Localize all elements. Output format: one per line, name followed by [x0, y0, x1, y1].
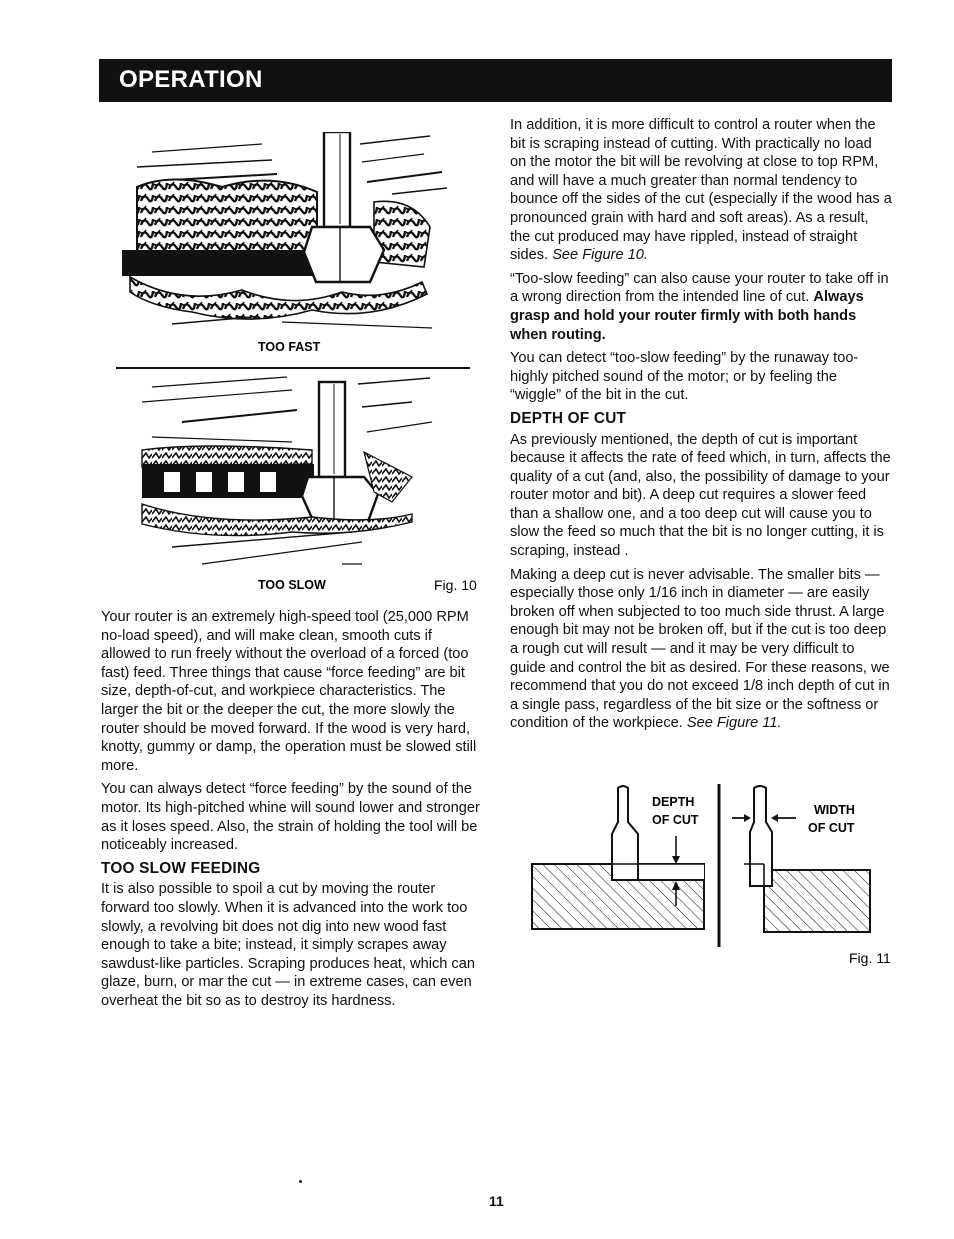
width-label-line2: OF CUT	[808, 821, 855, 835]
printing-mark	[299, 1180, 302, 1183]
figure-11	[528, 782, 898, 972]
section-header-bar	[99, 59, 892, 102]
paragraph: You can detect “too-slow feeding” by the runaway too-highly pitched sound of the motor; or by feeling the “wiggle” of the bit in the cut.	[510, 350, 859, 404]
paragraph: Making a deep cut is never advisable. The smaller bits —especially those only 1/16 inch in diameter — are easily broken off when subjected to too much side thrust. A large enough bit may not be broken off, but if the cut is too deep a rough cut will result — and it may be very difficult to guide and control the bit as desired. For these reasons, we recommend that you do not exceed 1/8 inch depth of cut in a single pass, regardless of the bit size or the softness or condition of the workpiece. See Figure 11.	[510, 566, 890, 732]
width-of-cut-diagram	[732, 786, 870, 932]
too-fast-illustration	[122, 132, 447, 328]
fig10-label: Fig. 10	[434, 577, 477, 593]
fig10-caption-too-slow: TOO SLOW	[258, 578, 326, 592]
paragraph: As previously mentioned, the depth of cut is important because it affects the rate of feed which, in turn, affects the quality of a cut (and, also, the possibility of damage to your router motor and bit). A deep cut requires a slower feed than a shallow one, and a too deep cut will cause you to slow the feed so much that the bit is no longer cutting, it is scraping, instead .	[510, 431, 891, 560]
figure-reference: See Figure 11.	[686, 715, 782, 732]
section-title: OPERATION	[119, 66, 263, 93]
figure-reference: See Figure 10.	[552, 247, 648, 264]
section-heading-depth-of-cut: DEPTH OF CUT	[510, 409, 627, 427]
width-label-line1: WIDTH	[814, 803, 855, 817]
fig11-label: Fig. 11	[849, 950, 891, 966]
warning-text: Always grasp and hold your router firmly with both hands when routing.	[510, 289, 864, 343]
paragraph: You can always detect “force feeding” by the sound of the motor. Its high-pitched whine will sound lower and stronger as it loses speed. Also, the strain of holding the tool will be noticeably increased.	[101, 781, 480, 854]
section-heading-too-slow-feeding: TOO SLOW FEEDING	[101, 859, 261, 877]
depth-label-line2: OF CUT	[652, 813, 699, 827]
paragraph: “Too-slow feeding” can also cause your router to take off in a wrong direction from the intended line of cut. Always grasp and hold your router firmly with both hands when routing.	[510, 270, 889, 343]
fig10-caption-too-fast: TOO FAST	[258, 340, 321, 354]
depth-label-line1: DEPTH	[652, 795, 695, 809]
left-column	[101, 608, 483, 1015]
page-number: 11	[489, 1193, 504, 1209]
too-slow-illustration	[142, 377, 432, 564]
paragraph: In addition, it is more difficult to control a router when the bit is scraping instead of cutting. With practically no load on the motor the bit will be revolving at close to top RPM, and will have a much greater than normal tendency to bounce off the sides of the cut (especially if the wood has a pronounced grain with hard and soft areas). As a result, the cut produced may have rippled, instead of straight sides. See Figure 10.	[510, 117, 892, 264]
paragraph: Your router is an extremely high-speed tool (25,000 RPM no-load speed), and will make clean, smooth cuts if allowed to run freely without the overload of a forced (too fast) feed. Three things that cause “force feeding” are bit size, depth-of-cut, and workpiece characteristics. The larger the bit or the deeper the cut, the more slowly the router should be moved forward. If the wood is very hard, knotty, gummy or damp, the operation must be slowed still more.	[101, 609, 477, 774]
figure-10	[112, 132, 482, 602]
right-column	[510, 116, 892, 738]
depth-of-cut-diagram	[532, 786, 704, 929]
paragraph: It is also possible to spoil a cut by moving the router forward too slowly. When it is advanced into the work too slowly, a revolving bit does not dig into new wood fast enough to take a bite; instead, it simply scrapes away sawdust-like particles. Scraping produces heat, which can glaze, burn, or mar the cut — in extreme cases, can even overheat the bit so as to destroy its hardness.	[101, 881, 475, 1009]
